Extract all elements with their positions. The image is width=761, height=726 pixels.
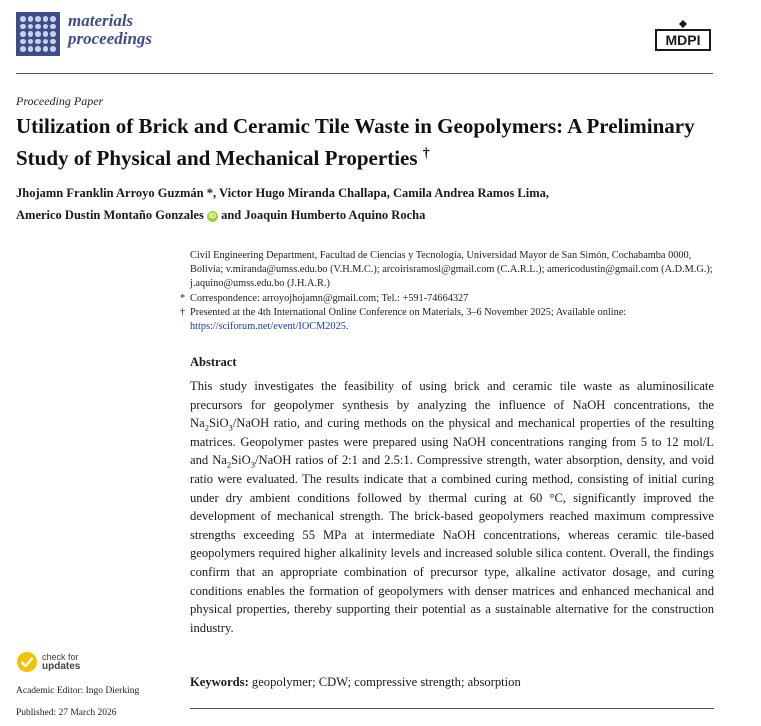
- mdpi-logo-icon[interactable]: [654, 18, 712, 52]
- check-updates-label: [42, 652, 80, 672]
- published-date: Published: 27 March 2026: [16, 708, 117, 718]
- author-list: [16, 182, 716, 226]
- paper-title: [16, 113, 716, 172]
- author-line-2: [16, 204, 716, 226]
- subscript: 3: [250, 459, 255, 470]
- correspondence-note: [180, 292, 715, 306]
- abstract-part-3: /NaOH ratios of 2:1 and 2.5:1. Compressive strength, water absorption, density, and void ratio were evaluated. The results indicate that a combined curing method, consisting of initial curing under dry ambient conditions followed by thermal curing at 60 °C, significantly improved the development of mechanical strength. The brick-based geopolymers reached maximum compressive strengths exceeding 55 MPa at intermediate NaOH concentrations, whereas ceramic tile-based geopolymers required higher alkalinity levels and increased soluble silica content. Overall, the findings confirm that an appropriate combination of precursor type, alkaline activator dosage, and curing conditions enables the formation of geopolymers with denser matrices and enhanced mechanical and physical properties, thereby supporting their potential as a sustainable alternative for the construction industry.: [190, 453, 714, 635]
- check-for-updates-button[interactable]: [16, 651, 80, 673]
- check-updates-icon: [16, 651, 38, 673]
- abstract-part-2: /NaOH ratio, and curing methods on the physical and mechanical properties of the resulting matrices. Geopolymer pastes were prepared using NaOH concentrations ranging from 5 to 12 mol/L and: [190, 416, 714, 468]
- journal-name[interactable]: [68, 12, 152, 48]
- presented-mark: †: [180, 306, 186, 318]
- author-montano: Americo Dustin Montaño Gonzales: [16, 208, 204, 222]
- article-type: Proceeding Paper: [16, 94, 104, 108]
- paper-title-text: Utilization of Brick and Ceramic Tile Waste in Geopolymers: A Preliminary Study of Physical and Mechanical Properties: [16, 114, 695, 170]
- conference-link[interactable]: https://sciforum.net/event/IOCM2025: [190, 321, 346, 333]
- affiliation-text: Civil Engineering Department, Facultad de Ciencias y Tecnología, Universidad Mayor de San Simón, Cochabamba 0000, Bolivia; v.miranda@umss.edu.bo (V.H.M.C.); arcoirisramosl@gmail.com (C.A.R.L.); americodustin@gmail.com (A.D.M.G.); j.aquino@umss.edu.bo (J.H.A.R.): [190, 250, 713, 290]
- formula-part: Na: [212, 453, 227, 468]
- header-divider: [16, 73, 713, 74]
- subscript: 3: [228, 422, 233, 433]
- presented-text: Presented at the 4th International Online Conference on Materials, 3–6 November 2025; Available online:: [190, 306, 627, 318]
- presented-note: [180, 306, 715, 334]
- abstract-body: [190, 377, 714, 637]
- abstract-heading: Abstract: [190, 355, 237, 369]
- correspondence-text: Correspondence: arroyojhojamn@gmail.com; Tel.: +591-74664327: [190, 292, 469, 304]
- subscript: 2: [204, 422, 209, 433]
- formula-part: SiO: [231, 453, 251, 468]
- publisher-name: MDPI: [665, 32, 701, 48]
- keywords-text: geopolymer; CDW; compressive strength; absorption: [251, 675, 521, 689]
- affiliations: [180, 249, 715, 334]
- author-line-2-rest: and Joaquin Humberto Aquino Rocha: [221, 208, 426, 222]
- check-updates-line1: check for: [42, 652, 79, 662]
- author-line-1: Jhojamn Franklin Arroyo Guzmán *, Victor Hugo Miranda Challapa, Camila Andrea Ramos Lima,: [16, 186, 550, 200]
- academic-editor: Academic Editor: Ingo Dierking: [16, 686, 140, 696]
- formula-part: SiO: [208, 416, 229, 431]
- footer-divider: [190, 708, 714, 709]
- check-updates-line2: updates: [42, 661, 81, 672]
- keywords: [190, 675, 714, 690]
- title-footnote-mark[interactable]: †: [422, 146, 430, 161]
- abstract-part-1: This study investigates the feasibility of using brick and ceramic tile waste as aluminosilicate precursors for geopolymer synthesis by analyzing the influence of NaOH concentrations, the Na: [190, 379, 714, 431]
- orcid-icon[interactable]: iD: [208, 213, 216, 220]
- correspondence-mark: *: [180, 292, 186, 304]
- presented-end: .: [345, 321, 349, 333]
- keywords-label: Keywords:: [190, 675, 249, 689]
- subscript: 2: [226, 459, 232, 470]
- journal-logo-icon: [16, 12, 60, 56]
- journal-name-line1: materials: [68, 11, 134, 30]
- journal-name-line2: proceedings: [68, 29, 153, 48]
